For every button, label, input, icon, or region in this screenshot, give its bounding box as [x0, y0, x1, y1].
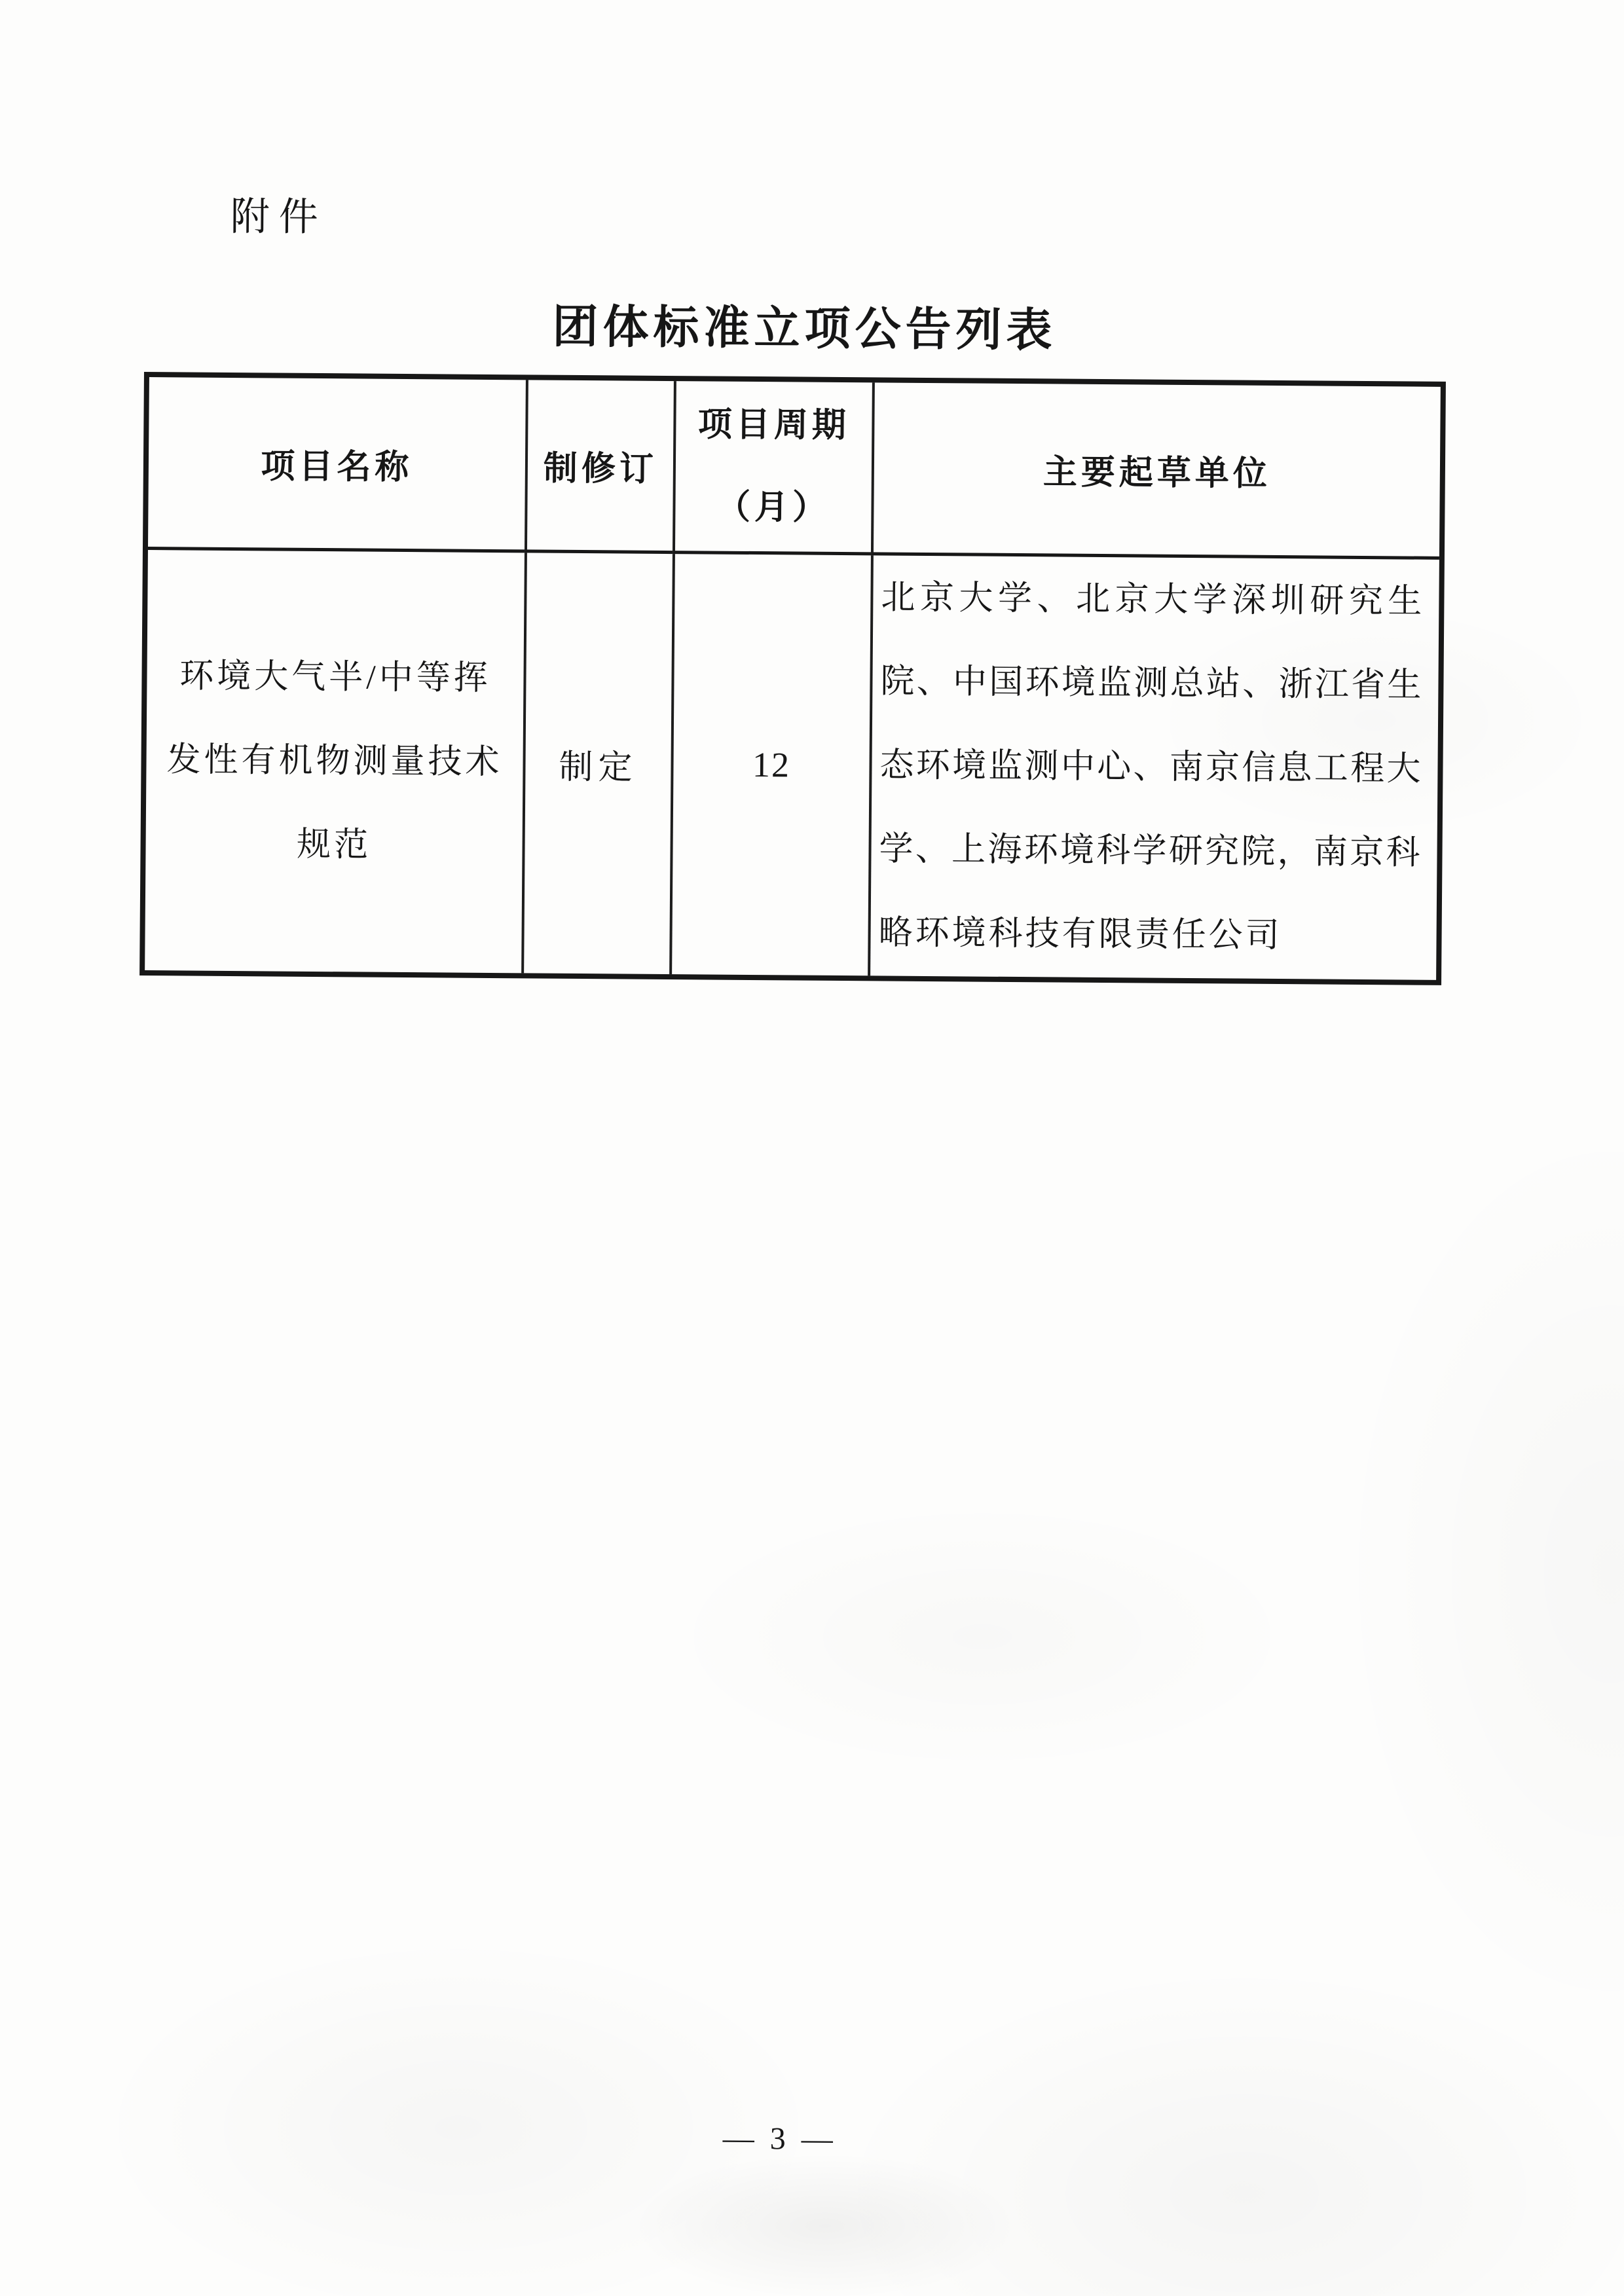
drafting-units-line: 院、中国环境监测总站、浙江省生	[880, 663, 1423, 704]
project-name-line: 发性有机物测量技术	[166, 741, 503, 782]
cell-period-months: 12	[669, 554, 871, 975]
standards-table	[139, 372, 1446, 985]
th-project-period	[673, 381, 872, 555]
drafting-units-line: 态环境监测中心、南京信息工程大	[879, 746, 1422, 788]
cell-project-name	[145, 550, 525, 973]
doc-title: 团体标准立项公告列表	[552, 302, 1057, 357]
drafting-units-line: 学、上海环境科学研究院，南京科	[879, 830, 1422, 872]
th-project-period-line-2: （月）	[716, 488, 831, 527]
project-name-line: 规范	[296, 826, 372, 864]
project-name-line: 环境大气半/中等挥	[179, 657, 491, 697]
th-drafting-units: 主要起草单位	[871, 382, 1441, 560]
th-revision-type: 制修订	[525, 380, 674, 554]
th-project-name: 项目名称	[148, 377, 526, 553]
drafting-units-line: 略环境科技有限责任公司	[878, 914, 1282, 955]
cell-revision-type: 制定	[521, 553, 673, 974]
drafting-units-line: 北京大学、北京大学深圳研究生	[881, 579, 1424, 621]
cell-drafting-units	[868, 555, 1439, 979]
th-project-period-line-1: 项目周期	[697, 405, 851, 445]
attachment-label: 附件	[230, 194, 328, 240]
page-number: — 3 —	[722, 2121, 836, 2157]
